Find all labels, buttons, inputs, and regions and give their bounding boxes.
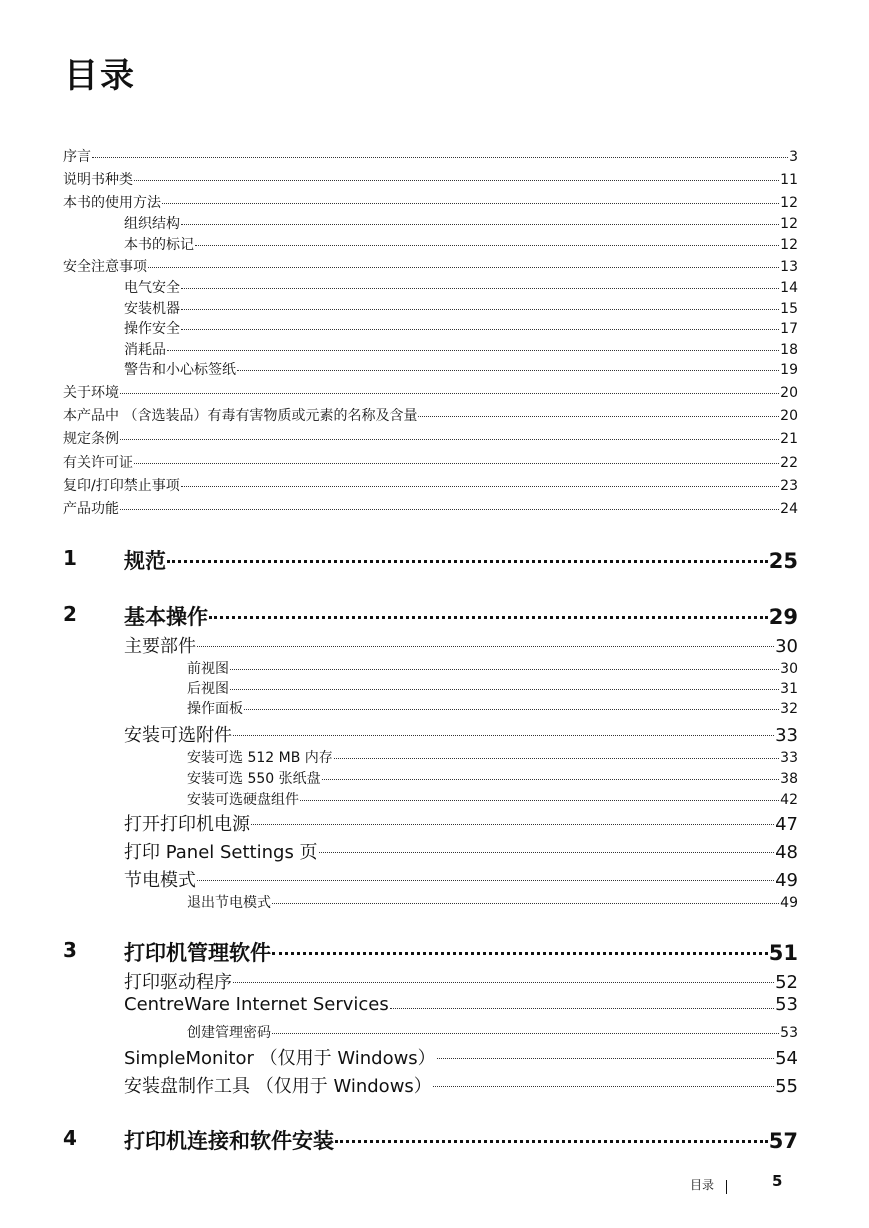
leader-dots	[195, 234, 779, 246]
toc-entry-page: 49	[780, 895, 798, 911]
toc-entry-label: 警告和小心标签纸	[124, 362, 236, 378]
toc-entry-label: SimpleMonitor （仅用于 Windows）	[124, 1048, 436, 1069]
leader-dots	[120, 498, 779, 510]
leader-dots	[230, 658, 779, 670]
toc-entry-label: 操作安全	[124, 321, 180, 337]
leader-dots	[197, 632, 774, 647]
toc-entry-page: 33	[780, 750, 798, 766]
toc-entry-page: 54	[775, 1048, 798, 1069]
leader-dots	[181, 277, 779, 289]
toc-entry-page: 49	[775, 870, 798, 891]
toc-entry-page: 32	[780, 701, 798, 717]
chapter-number: 2	[63, 602, 77, 626]
toc-entry-page: 23	[780, 478, 798, 494]
toc-section-disk-creation-tool[interactable]	[124, 1072, 798, 1098]
toc-entry-how-to-use[interactable]	[63, 192, 798, 212]
toc-entry-label: 有关许可证	[63, 455, 133, 471]
toc-entry-page: 17	[780, 321, 798, 337]
toc-entry-label: 安装盘制作工具 （仅用于 Windows）	[124, 1076, 432, 1097]
toc-entry-hard-disk[interactable]	[187, 789, 798, 809]
toc-entry-page: 30	[780, 661, 798, 677]
toc-entry-operator-panel[interactable]	[187, 698, 798, 718]
leader-dots	[167, 339, 779, 351]
leader-dots	[319, 838, 775, 853]
toc-entry-safety[interactable]	[63, 256, 798, 276]
toc-entry-label: 序言	[63, 149, 91, 165]
toc-entry-label: 本书的标记	[124, 237, 194, 253]
toc-entry-label: 主要部件	[124, 636, 196, 657]
toc-chapter-page: 25	[768, 549, 798, 573]
toc-entry-page: 55	[775, 1076, 798, 1097]
leader-dots	[230, 678, 779, 690]
leader-dots	[437, 1044, 774, 1059]
toc-entry-copy-print-prohibited[interactable]	[63, 475, 798, 495]
toc-chapter-label: 基本操作	[124, 605, 208, 629]
toc-entry-page: 15	[780, 301, 798, 317]
toc-chapter-specifications[interactable]	[124, 545, 798, 575]
leader-dots	[390, 994, 774, 1009]
leader-dots	[120, 382, 779, 394]
toc-entry-page: 20	[780, 385, 798, 401]
toc-entry-label: 规定条例	[63, 431, 119, 447]
toc-entry-manual-types[interactable]	[63, 169, 798, 189]
toc-entry-label: 前视图	[187, 661, 229, 677]
toc-entry-label: 关于环境	[63, 385, 119, 401]
toc-entry-conventions[interactable]	[124, 234, 798, 254]
toc-entry-page: 33	[775, 725, 798, 746]
leader-dots	[92, 146, 788, 158]
toc-entry-label: 操作面板	[187, 701, 243, 717]
toc-entry-label: 节电模式	[124, 870, 196, 891]
toc-entry-label: 安装可选附件	[124, 725, 232, 746]
toc-entry-regulations[interactable]	[63, 428, 798, 448]
toc-entry-environment[interactable]	[63, 382, 798, 402]
toc-entry-label: 本书的使用方法	[63, 195, 161, 211]
leader-dots	[181, 213, 779, 225]
leader-dots	[272, 1022, 779, 1034]
page-title: 目录	[64, 56, 136, 96]
toc-chapter-printer-management[interactable]	[124, 937, 798, 967]
toc-entry-page: 12	[780, 195, 798, 211]
toc-entry-product-features[interactable]	[63, 498, 798, 518]
toc-entry-page: 13	[780, 259, 798, 275]
toc-entry-page: 38	[780, 771, 798, 787]
toc-entry-label: 安全注意事项	[63, 259, 147, 275]
toc-entry-page: 42	[780, 792, 798, 808]
toc-entry-label: 组织结构	[124, 216, 180, 232]
toc-entry-page: 48	[775, 842, 798, 863]
leader-dots	[167, 545, 768, 563]
chapter-number: 1	[63, 546, 77, 570]
leader-dots	[272, 892, 779, 904]
leader-dots	[244, 698, 779, 710]
toc-chapter-connection-install[interactable]	[124, 1125, 798, 1155]
toc-chapter-label: 规范	[124, 549, 166, 573]
toc-entry-label: 打开打印机电源	[124, 814, 250, 835]
toc-entry-label: 打印驱动程序	[124, 972, 232, 993]
toc-entry-preface[interactable]	[63, 146, 798, 166]
leader-dots	[197, 866, 774, 881]
toc-section-power-on[interactable]	[124, 810, 798, 836]
toc-entry-page: 12	[780, 237, 798, 253]
leader-dots	[418, 405, 779, 417]
toc-entry-hazardous-substances[interactable]	[63, 405, 798, 425]
toc-entry-label: 创建管理密码	[187, 1025, 271, 1041]
toc-entry-paper-tray[interactable]	[187, 768, 798, 788]
toc-entry-label: 说明书种类	[63, 172, 133, 188]
toc-entry-page: 53	[780, 1025, 798, 1041]
toc-entry-page: 21	[780, 431, 798, 447]
toc-entry-operational-safety[interactable]	[124, 318, 798, 338]
toc-entry-label: 本产品中 （含选装品）有毒有害物质或元素的名称及含量	[63, 408, 418, 424]
leader-dots	[181, 298, 779, 310]
leader-dots	[433, 1072, 774, 1087]
toc-entry-page: 20	[780, 408, 798, 424]
toc-chapter-basic-operation[interactable]	[124, 601, 798, 631]
toc-entry-label: 产品功能	[63, 501, 119, 517]
toc-entry-label: 后视图	[187, 681, 229, 697]
chapter-number: 3	[63, 938, 77, 962]
toc-entry-page: 19	[780, 362, 798, 378]
toc-entry-page: 11	[780, 172, 798, 188]
toc-entry-label: 安装机器	[124, 301, 180, 317]
leader-dots	[272, 937, 768, 955]
toc-entry-consumables[interactable]	[124, 339, 798, 359]
toc-entry-front-view[interactable]	[187, 658, 798, 678]
toc-entry-page: 14	[780, 280, 798, 296]
toc-chapter-page: 29	[768, 605, 798, 629]
toc-section-power-saver[interactable]	[124, 866, 798, 892]
leader-dots	[162, 192, 779, 204]
toc-chapter-page: 57	[768, 1129, 798, 1153]
chapter-number: 4	[63, 1126, 77, 1150]
toc-entry-page: 18	[780, 342, 798, 358]
toc-chapter-label: 打印机管理软件	[124, 941, 271, 965]
toc-section-main-components[interactable]	[124, 632, 798, 658]
toc-chapter-page: 51	[768, 941, 798, 965]
toc-entry-label: 退出节电模式	[187, 895, 271, 911]
toc-entry-rear-view[interactable]	[187, 678, 798, 698]
toc-entry-installation[interactable]	[124, 298, 798, 318]
leader-dots	[335, 1125, 768, 1143]
toc-entry-exit-power-saver[interactable]	[187, 892, 798, 912]
toc-entry-label: 消耗品	[124, 342, 166, 358]
toc-entry-admin-password[interactable]	[187, 1022, 798, 1042]
leader-dots	[233, 968, 774, 983]
toc-entry-warning-labels[interactable]	[124, 359, 798, 379]
leader-dots	[134, 452, 779, 464]
toc-chapter-label: 打印机连接和软件安装	[124, 1129, 334, 1153]
toc-entry-page: 12	[780, 216, 798, 232]
toc-entry-licenses[interactable]	[63, 452, 798, 472]
leader-dots	[120, 428, 779, 440]
footer-section-label: 目录	[690, 1178, 715, 1192]
toc-entry-page: 24	[780, 501, 798, 517]
leader-dots	[148, 256, 779, 268]
toc-entry-electrical-safety[interactable]	[124, 277, 798, 297]
leader-dots	[334, 747, 779, 759]
toc-entry-page: 30	[775, 636, 798, 657]
leader-dots	[300, 789, 779, 801]
leader-dots	[134, 169, 779, 181]
toc-entry-page: 22	[780, 455, 798, 471]
toc-section-panel-settings[interactable]	[124, 838, 798, 864]
toc-entry-memory[interactable]	[187, 747, 798, 767]
toc-entry-page: 31	[780, 681, 798, 697]
leader-dots	[233, 721, 774, 736]
toc-section-simplemonitor[interactable]	[124, 1044, 798, 1070]
toc-entry-label: 安装可选硬盘组件	[187, 792, 299, 808]
toc-entry-page: 53	[775, 994, 798, 1015]
toc-section-print-driver[interactable]	[124, 968, 798, 994]
leader-dots	[237, 359, 779, 371]
toc-entry-label: 安装可选 550 张纸盘	[187, 771, 321, 787]
footer-page-number: 5	[772, 1172, 783, 1190]
footer-divider	[726, 1180, 727, 1194]
toc-entry-page: 47	[775, 814, 798, 835]
toc-entry-label: 复印/打印禁止事项	[63, 478, 180, 494]
toc-entry-label: 安装可选 512 MB 内存	[187, 750, 333, 766]
toc-entry-label: 打印 Panel Settings 页	[124, 842, 318, 863]
toc-entry-label: 电气安全	[124, 280, 180, 296]
toc-section-optional-accessories[interactable]	[124, 721, 798, 747]
toc-entry-page: 52	[775, 972, 798, 993]
leader-dots	[322, 768, 780, 780]
toc-section-centreware[interactable]	[124, 994, 798, 1015]
leader-dots	[251, 810, 774, 825]
leader-dots	[209, 601, 768, 619]
toc-entry-label: CentreWare Internet Services	[124, 994, 389, 1015]
leader-dots	[181, 318, 779, 330]
toc-entry-organization[interactable]	[124, 213, 798, 233]
leader-dots	[181, 475, 779, 487]
toc-entry-page: 3	[789, 149, 798, 165]
